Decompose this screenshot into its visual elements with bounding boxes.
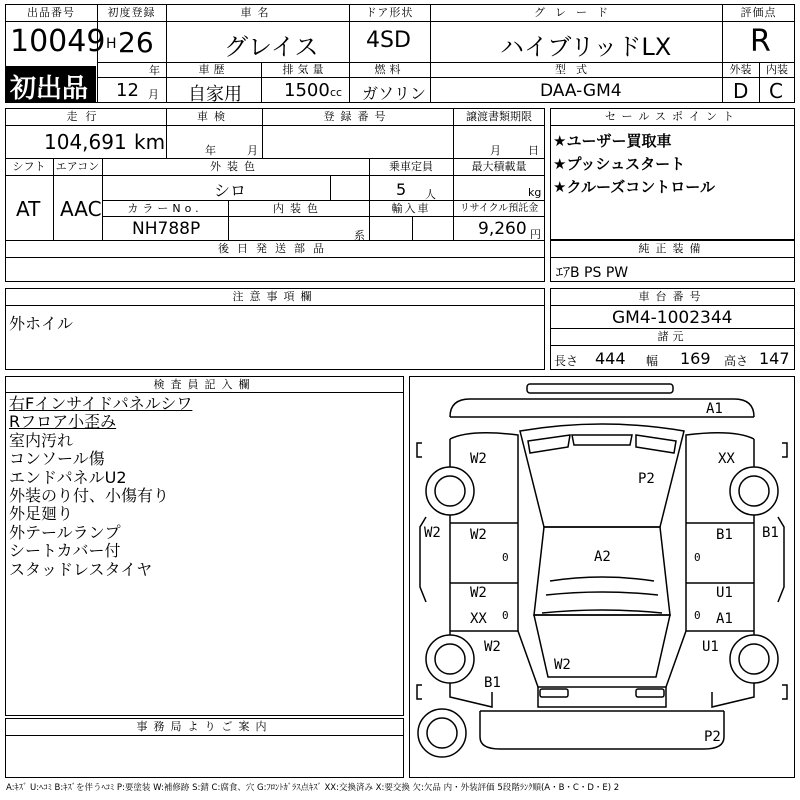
inspector-line: コンソール傷 xyxy=(9,449,105,469)
footer-legend: A:ｷｽﾞ U:ﾍｺﾐ B:ｷｽﾞを伴うﾍｺﾐ P:要塗装 W:補修跡 S:錆 C:腐食、穴 G:ﾌﾛﾝﾄｶﾞﾗｽ点ｷｽﾞ XX:交換済み X:要交換 欠:欠品 内・外装評価 5段階ﾗﾝｸ順(A・B・C・D・E) 2 xyxy=(6,783,620,793)
reg-era: H xyxy=(106,36,117,52)
sales-points-label: セールスポイント xyxy=(604,110,740,123)
import-label: 輸入車 xyxy=(391,202,431,215)
height-label: 高さ xyxy=(724,354,749,368)
sales-point-1: ★ユーザー買取車 xyxy=(553,132,672,150)
car-name: グレイス xyxy=(224,33,319,61)
inspector-line: スタッドレスタイヤ xyxy=(9,559,153,579)
load-unit: kg xyxy=(528,186,542,199)
mark-right-rear-door-1: U1 xyxy=(716,585,733,601)
recycle-unit: 円 xyxy=(530,228,541,241)
car-diagram-section xyxy=(409,376,795,778)
reg-month: 12 xyxy=(116,80,139,101)
capacity: 5 xyxy=(396,180,407,199)
mark-hood: P2 xyxy=(638,471,655,487)
car-diagram xyxy=(410,377,794,777)
displacement-label: 排気量 xyxy=(282,63,328,76)
chassis-number: GM4-1002344 xyxy=(612,308,733,328)
name-label: 車名 xyxy=(240,6,275,19)
sales-point-2: ★プッシュスタート xyxy=(553,155,686,173)
interior-label: 内装 xyxy=(766,63,788,76)
mark-right-rear-door-2: A1 xyxy=(716,611,733,627)
interior-grade: C xyxy=(769,79,783,103)
shift: AT xyxy=(16,197,41,221)
inspector-line: 外テールランプ xyxy=(9,522,121,542)
notes-label: 注意事項欄 xyxy=(232,290,318,303)
mark-left-outer: W2 xyxy=(424,525,441,541)
transfer-label: 譲渡書類期限 xyxy=(466,110,532,123)
model: DAA-GM4 xyxy=(540,81,622,101)
equipment-label: 純正装備 xyxy=(638,242,707,255)
exterior-grade: D xyxy=(733,79,749,103)
sales-points-section xyxy=(550,108,795,240)
inspector-line: 右Fインサイドパネルシワ xyxy=(9,394,193,413)
displacement-unit: cc xyxy=(330,86,343,99)
score-label: 評価点 xyxy=(740,6,777,19)
recycle: 9,260 xyxy=(478,219,527,239)
mark-right-door-zero-2: 0 xyxy=(694,609,701,622)
mark-left-front-fender: W2 xyxy=(470,451,487,467)
exterior-label: 外装 xyxy=(729,63,752,76)
capacity-unit: 人 xyxy=(425,188,436,201)
shift-label: シフト xyxy=(12,160,46,173)
inspector-line: 外足廻り xyxy=(9,504,74,524)
first-listing-text: 初出品 xyxy=(10,74,89,104)
capacity-label: 乗車定員 xyxy=(389,160,433,173)
mark-front: A1 xyxy=(706,401,723,417)
grade-label: グレード xyxy=(534,6,618,19)
width-label: 幅 xyxy=(646,354,659,368)
transfer-day-unit: 日 xyxy=(528,144,539,157)
grade: ハイブリッドLX xyxy=(500,33,672,61)
door-type: 4SD xyxy=(366,28,411,53)
width: 169 xyxy=(680,349,711,368)
color: シロ xyxy=(214,181,247,200)
lot-number: 10049 xyxy=(10,24,106,59)
mark-right-front-fender: XX xyxy=(718,451,735,467)
mark-left-rear-corner: B1 xyxy=(484,675,501,691)
color-label: 外装色 xyxy=(210,160,261,173)
reg-label: 初度登録 xyxy=(107,6,156,19)
fuel-label: 燃料 xyxy=(374,63,405,76)
inspection-month-unit: 月 xyxy=(247,144,258,157)
inspection-label: 車検 xyxy=(197,110,231,123)
sales-point-3: ★クルーズコントロール xyxy=(553,178,715,196)
mark-left-rear-door-2: XX xyxy=(470,611,487,627)
recycle-label: リサイクル預託金 xyxy=(459,203,539,214)
reg-year: 26 xyxy=(118,26,154,59)
later-parts-label: 後日発送部品 xyxy=(218,242,332,255)
mark-right-front-door: B1 xyxy=(716,527,733,543)
mark-right-outer: B1 xyxy=(762,525,779,541)
mark-left-door-zero-1: 0 xyxy=(502,551,509,564)
mileage-label: 走行 xyxy=(66,110,105,123)
mark-right-rear-fender: U1 xyxy=(702,639,719,655)
mark-right-door-zero-1: 0 xyxy=(694,551,701,564)
color-no: NH788P xyxy=(132,219,201,239)
equipment-value: ｴｱB PS PW xyxy=(556,265,629,281)
inspection-year-unit: 年 xyxy=(205,144,216,157)
inspector-line: 外装のり付、小傷有り xyxy=(9,486,170,506)
length-label: 長さ xyxy=(554,354,579,368)
inspector-line: Rフロア小歪み xyxy=(9,412,117,432)
fuel: ガソリン xyxy=(362,84,427,103)
transfer-month-unit: 月 xyxy=(490,144,501,157)
mark-trunk: W2 xyxy=(554,657,571,673)
lot-label: 出品番号 xyxy=(27,6,75,19)
ac: AAC xyxy=(60,197,102,221)
int-color-unit: 系 xyxy=(354,229,365,242)
plate-label: 登録番号 xyxy=(323,110,392,123)
model-label: 型式 xyxy=(555,63,597,76)
inspector-lines xyxy=(9,395,192,579)
length: 444 xyxy=(595,349,626,368)
usage: 自家用 xyxy=(188,84,242,105)
mark-rear-bumper: P2 xyxy=(704,729,721,745)
score: R xyxy=(750,24,771,59)
int-color-label: 内装色 xyxy=(273,202,324,215)
ac-label: エアコン xyxy=(55,160,100,173)
color-no-label: カラーNo. xyxy=(127,202,203,215)
mark-roof: A2 xyxy=(594,549,611,565)
load-label: 最大積載量 xyxy=(471,160,527,173)
mark-left-rear-door-1: W2 xyxy=(470,585,487,601)
door-label: ドア形状 xyxy=(365,6,414,19)
reg-month-unit: 月 xyxy=(148,88,159,101)
mark-left-front-door: W2 xyxy=(470,527,487,543)
height: 147 xyxy=(759,349,790,368)
mark-left-rear-fender: W2 xyxy=(484,639,501,655)
reg-year-unit: 年 xyxy=(149,64,160,77)
chassis-label: 車台番号 xyxy=(638,290,707,303)
inspector-line: エンドパネルU2 xyxy=(9,467,127,487)
inspector-line: 室内汚れ xyxy=(9,430,74,450)
inspector-line: シートカバー付 xyxy=(9,541,121,561)
office-label: 事務局よりご案内 xyxy=(136,720,273,733)
notes-text: 外ホイル xyxy=(9,314,74,333)
mark-left-door-zero-2: 0 xyxy=(502,609,509,622)
inspector-label: 検査員記入欄 xyxy=(153,378,256,391)
dims-label: 諸元 xyxy=(657,330,688,343)
mileage: 104,691 xyxy=(44,130,127,154)
history-label: 車歴 xyxy=(198,63,229,76)
displacement: 1500 xyxy=(284,80,330,101)
mileage-unit: km xyxy=(134,130,166,154)
